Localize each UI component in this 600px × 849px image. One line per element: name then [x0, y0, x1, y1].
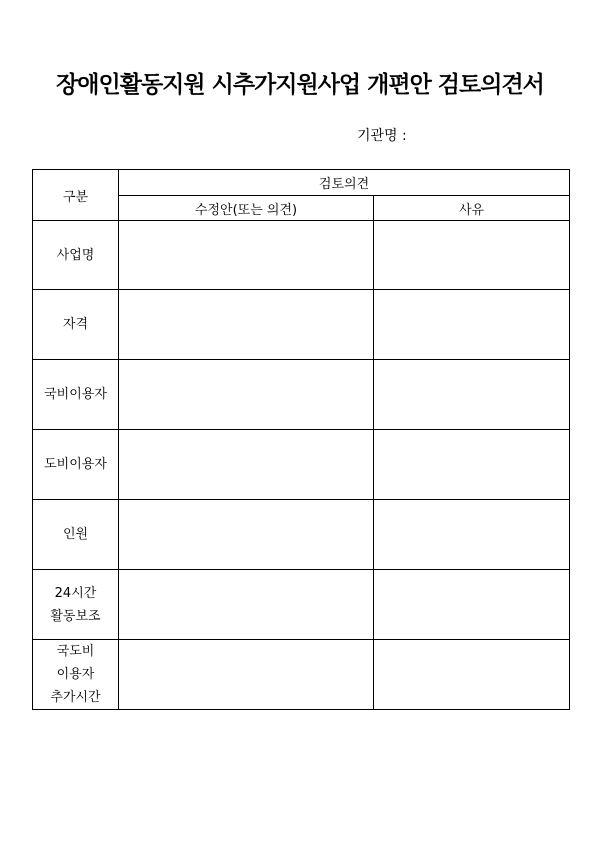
reason-input-cell[interactable] [374, 500, 570, 570]
header-review-opinion: 검토의견 [119, 170, 570, 196]
revision-input-cell[interactable] [119, 640, 374, 710]
reason-input-cell[interactable] [374, 221, 570, 290]
reason-input-cell[interactable] [374, 430, 570, 500]
table-row [33, 640, 570, 710]
header-revision: 수정안(또는 의견) [119, 196, 374, 221]
revision-input-cell[interactable] [119, 500, 374, 570]
table-row [33, 570, 570, 640]
row-label-eligibility: 자격 [33, 290, 119, 360]
row-label-provincial-users: 도비이용자 [33, 430, 119, 500]
table-row [33, 221, 570, 290]
row-label-headcount: 인원 [33, 500, 119, 570]
agency-name-label: 기관명 : [357, 128, 407, 144]
revision-input-cell[interactable] [119, 221, 374, 290]
row-label-24h-assistance: 24시간 활동보조 [33, 570, 119, 640]
document-title: 장애인활동지원 시추가지원사업 개편안 검토의견서 [56, 72, 544, 98]
table-row [33, 500, 570, 570]
table-row [33, 430, 570, 500]
row-label-project-name: 사업명 [33, 221, 119, 290]
revision-input-cell[interactable] [119, 570, 374, 640]
row-label-additional-time: 국도비 이용자 추가시간 [33, 640, 119, 710]
row-label-national-users: 국비이용자 [33, 360, 119, 430]
reason-input-cell[interactable] [374, 570, 570, 640]
header-reason: 사유 [374, 196, 570, 221]
reason-input-cell[interactable] [374, 640, 570, 710]
table-row [33, 360, 570, 430]
reason-input-cell[interactable] [374, 290, 570, 360]
table-row [33, 290, 570, 360]
revision-input-cell[interactable] [119, 360, 374, 430]
revision-input-cell[interactable] [119, 290, 374, 360]
revision-input-cell[interactable] [119, 430, 374, 500]
header-category: 구분 [33, 170, 119, 221]
review-form-table [32, 169, 570, 710]
reason-input-cell[interactable] [374, 360, 570, 430]
